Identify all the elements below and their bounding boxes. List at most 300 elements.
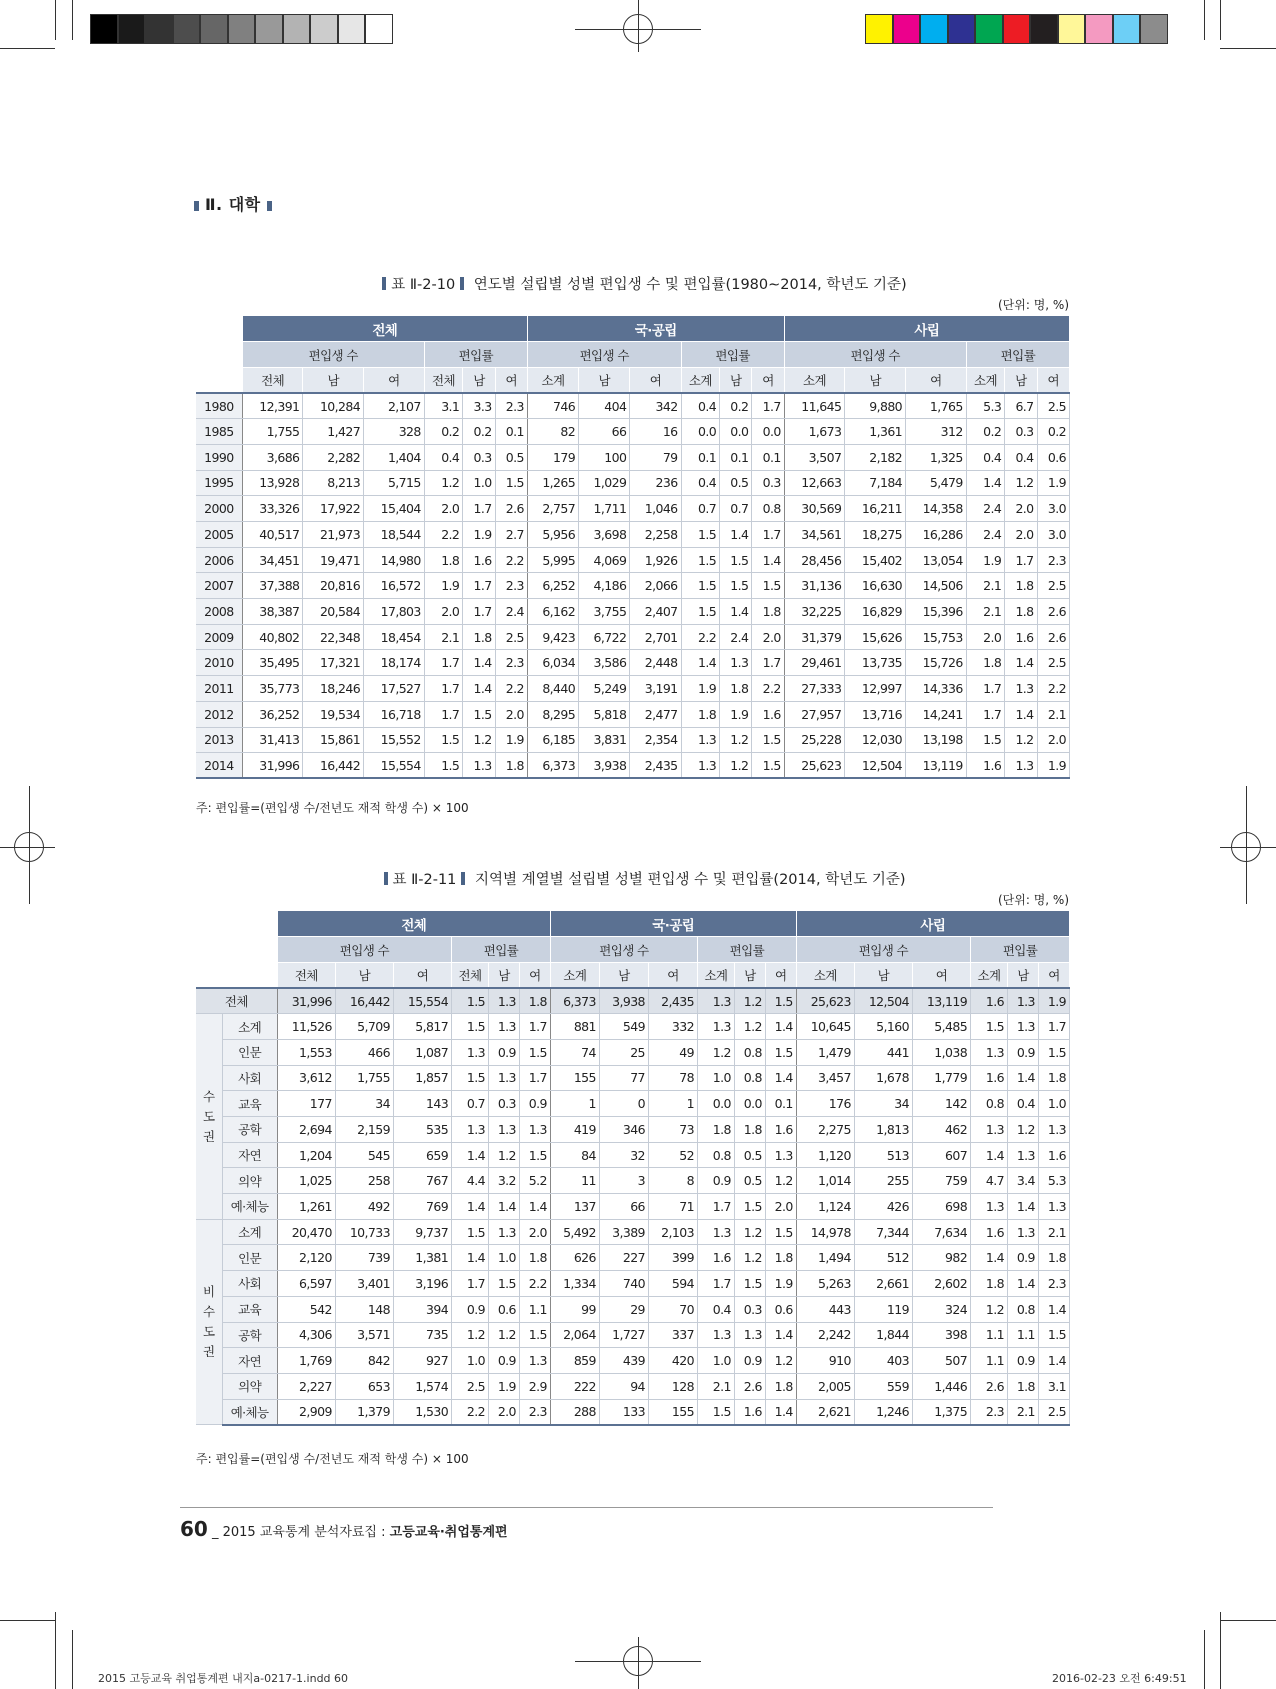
table-cell: 4,186	[579, 573, 630, 599]
table-cell: 2.0	[424, 599, 463, 625]
table-cell: 1,124	[796, 1194, 854, 1220]
table-cell: 1.6	[971, 1219, 1008, 1245]
table-cell: 2,282	[303, 444, 364, 470]
table-cell: 0.9	[697, 1168, 734, 1194]
table-cell: 542	[277, 1296, 335, 1322]
table-cell: 1.7	[463, 599, 495, 625]
bar-icon	[461, 872, 465, 885]
table-cell: 1.3	[765, 1142, 796, 1168]
table1-title: 표 Ⅱ-2-10 연도별 설립별 성별 편입생 수 및 편입률(1980∼2014, 학년도 기준)	[292, 273, 992, 294]
table-cell: 28,456	[784, 547, 845, 573]
year-cell: 2007	[196, 573, 242, 599]
table-cell: 3.1	[424, 393, 463, 419]
table-cell: 2.3	[1038, 1271, 1069, 1297]
table-cell: 1.4	[720, 522, 752, 548]
table-row	[196, 444, 1070, 470]
table-cell: 31,413	[242, 727, 303, 753]
table-cell: 38,387	[242, 599, 303, 625]
table-cell: 2.0	[519, 1219, 550, 1245]
table-cell: 1.2	[971, 1296, 1008, 1322]
table-cell: 1.8	[966, 650, 1005, 676]
table-cell: 0.8	[971, 1091, 1008, 1117]
table-cell: 1,479	[796, 1039, 854, 1065]
table-cell: 2,064	[550, 1322, 599, 1348]
table-cell: 1.8	[734, 1117, 765, 1143]
table-cell: 3,612	[277, 1065, 335, 1091]
table-cell: 34,451	[242, 547, 303, 573]
table-cell: 1,246	[854, 1399, 912, 1425]
table-cell: 70	[648, 1296, 697, 1322]
table-row	[196, 599, 1070, 625]
table-body	[196, 988, 1070, 1425]
table-cell: 1,494	[796, 1245, 854, 1271]
table-cell: 1.9	[495, 727, 527, 753]
table-cell: 1.5	[765, 1219, 796, 1245]
section-label	[194, 192, 278, 215]
subgroup-header: 편입률	[697, 937, 796, 963]
table-cell: 5,995	[527, 547, 578, 573]
table-cell: 842	[335, 1348, 393, 1374]
table-cell: 1.4	[765, 1014, 796, 1040]
table-cell: 399	[648, 1245, 697, 1271]
header-row	[196, 316, 1070, 342]
registration-mark	[29, 786, 30, 904]
table-cell: 2.0	[966, 624, 1005, 650]
table-cell: 1,553	[277, 1039, 335, 1065]
table-cell: 84	[550, 1142, 599, 1168]
table-cell: 17,922	[303, 496, 364, 522]
column-header: 남	[579, 367, 630, 393]
table-cell: 1.3	[488, 1117, 519, 1143]
table-cell: 15,554	[364, 753, 425, 779]
section-title: Ⅱ. 대학	[205, 195, 261, 214]
column-header: 소계	[681, 367, 720, 393]
table-cell: 4.4	[452, 1168, 489, 1194]
table-cell: 40,802	[242, 624, 303, 650]
table-cell: 2.1	[1007, 1399, 1038, 1425]
table-cell: 1.8	[1005, 599, 1037, 625]
table-cell: 1.8	[1038, 1065, 1069, 1091]
color-swatch	[365, 14, 393, 44]
table-row	[196, 573, 1070, 599]
table-cell: 0.1	[681, 444, 720, 470]
table-cell: 119	[854, 1296, 912, 1322]
table-cell: 3,196	[393, 1271, 451, 1297]
table-cell: 18,246	[303, 676, 364, 702]
table-cell: 27,957	[784, 701, 845, 727]
table-cell: 1.4	[1038, 1296, 1069, 1322]
table2	[196, 911, 1070, 1426]
table-cell: 1.0	[463, 470, 495, 496]
crop-mark	[1220, 1620, 1276, 1621]
table-cell: 492	[335, 1194, 393, 1220]
table-cell: 1.5	[452, 1219, 489, 1245]
table-cell: 2.0	[488, 1399, 519, 1425]
color-swatch	[1058, 14, 1086, 44]
table-cell: 1.2	[734, 1245, 765, 1271]
table-cell: 2,258	[630, 522, 681, 548]
table-cell: 1.8	[1007, 1373, 1038, 1399]
year-cell: 1980	[196, 393, 242, 419]
table-cell: 1.2	[1005, 470, 1037, 496]
table-cell: 1,120	[796, 1142, 854, 1168]
table-cell: 1.8	[765, 1373, 796, 1399]
table-cell: 1.3	[697, 1322, 734, 1348]
column-header: 소계	[784, 367, 845, 393]
bar-icon	[460, 277, 464, 290]
table-cell: 2.0	[495, 701, 527, 727]
table-cell: 3,457	[796, 1065, 854, 1091]
table-cell: 13,928	[242, 470, 303, 496]
table-cell: 0.3	[752, 470, 784, 496]
table-cell: 2.6	[1037, 624, 1069, 650]
table-cell: 1.4	[971, 1142, 1008, 1168]
table-cell: 1.3	[681, 727, 720, 753]
table-cell: 439	[599, 1348, 648, 1374]
table-cell: 12,504	[845, 753, 906, 779]
table-cell: 133	[599, 1399, 648, 1425]
table-cell: 1.2	[765, 1348, 796, 1374]
table-cell: 1.6	[697, 1245, 734, 1271]
table-cell: 1.7	[452, 1271, 489, 1297]
field-label: 인문	[222, 1039, 277, 1065]
table-cell: 881	[550, 1014, 599, 1040]
table-cell: 1.9	[463, 522, 495, 548]
field-label: 의약	[222, 1373, 277, 1399]
table-cell: 7,634	[912, 1219, 970, 1245]
table-cell: 29,461	[784, 650, 845, 676]
table-cell: 1,204	[277, 1142, 335, 1168]
table-cell: 337	[648, 1322, 697, 1348]
table-cell: 1.1	[971, 1322, 1008, 1348]
table-cell: 607	[912, 1142, 970, 1168]
table-cell: 9,737	[393, 1219, 451, 1245]
color-swatch	[893, 14, 921, 44]
table-cell: 1.1	[971, 1348, 1008, 1374]
table-cell: 1.0	[697, 1348, 734, 1374]
table-cell: 2.1	[966, 573, 1005, 599]
color-swatch	[173, 14, 201, 44]
table-cell: 17,321	[303, 650, 364, 676]
table-cell: 32,225	[784, 599, 845, 625]
table-cell: 1.7	[424, 650, 463, 676]
table-cell: 0.4	[424, 444, 463, 470]
table-row	[196, 1348, 1070, 1374]
table-row	[196, 1039, 1070, 1065]
table-cell: 15,404	[364, 496, 425, 522]
table-cell: 1.7	[1005, 547, 1037, 573]
table-cell: 1.3	[452, 1117, 489, 1143]
table-cell: 2.6	[734, 1373, 765, 1399]
table-cell: 34,561	[784, 522, 845, 548]
column-header: 전체	[452, 962, 489, 988]
table-cell: 177	[277, 1091, 335, 1117]
table-cell: 1.8	[1038, 1245, 1069, 1271]
table-cell: 910	[796, 1348, 854, 1374]
crop-mark	[72, 0, 73, 40]
table-cell: 2.4	[495, 599, 527, 625]
table-cell: 2.5	[1037, 573, 1069, 599]
table-cell: 25	[599, 1039, 648, 1065]
table-cell: 2.3	[495, 393, 527, 419]
table-cell: 20,584	[303, 599, 364, 625]
table-cell: 1.0	[697, 1065, 734, 1091]
registration-mark	[0, 847, 55, 848]
field-label: 소계	[222, 1014, 277, 1040]
table-cell: 441	[854, 1039, 912, 1065]
table-cell: 0.7	[720, 496, 752, 522]
table-cell: 2.0	[1037, 727, 1069, 753]
registration-mark	[638, 0, 639, 52]
table-cell: 2.3	[519, 1399, 550, 1425]
table-row	[196, 701, 1070, 727]
footer-rule	[180, 1507, 993, 1508]
table-cell: 1,379	[335, 1399, 393, 1425]
table-cell: 1.6	[463, 547, 495, 573]
table-cell: 698	[912, 1194, 970, 1220]
table-cell: 34	[854, 1091, 912, 1117]
table-cell: 18,275	[845, 522, 906, 548]
table-cell: 0.3	[463, 444, 495, 470]
table-cell: 0.5	[734, 1168, 765, 1194]
table-cell: 1,446	[912, 1373, 970, 1399]
table-cell: 1.4	[1005, 650, 1037, 676]
table-cell: 32	[599, 1142, 648, 1168]
table-cell: 0.0	[697, 1091, 734, 1117]
table-cell: 155	[648, 1399, 697, 1425]
table-cell: 2,909	[277, 1399, 335, 1425]
crop-mark	[1220, 1612, 1221, 1689]
table-cell: 2.3	[1037, 547, 1069, 573]
column-header: 전체	[242, 367, 303, 393]
table-cell: 2.5	[495, 624, 527, 650]
table-cell: 18,544	[364, 522, 425, 548]
color-swatch	[1030, 14, 1058, 44]
table-cell: 507	[912, 1348, 970, 1374]
group-header: 사립	[796, 911, 1069, 937]
table-cell: 1.2	[734, 988, 765, 1014]
table-cell: 404	[579, 393, 630, 419]
table-row	[196, 1065, 1070, 1091]
table-cell: 1.8	[765, 1245, 796, 1271]
table-cell: 1,769	[277, 1348, 335, 1374]
table-cell: 1.2	[488, 1142, 519, 1168]
table-cell: 420	[648, 1348, 697, 1374]
table-cell: 19,534	[303, 701, 364, 727]
table-cell: 2.5	[452, 1373, 489, 1399]
table-cell: 15,396	[906, 599, 967, 625]
table-cell: 15,554	[393, 988, 451, 1014]
table-cell: 2.2	[495, 547, 527, 573]
table-cell: 2,242	[796, 1322, 854, 1348]
table-cell: 1,574	[393, 1373, 451, 1399]
table-cell: 1.3	[519, 1117, 550, 1143]
table-cell: 1,046	[630, 496, 681, 522]
column-header: 여	[630, 367, 681, 393]
column-header: 여	[495, 367, 527, 393]
field-label: 예·체능	[222, 1399, 277, 1425]
table-cell: 1.6	[1038, 1142, 1069, 1168]
table-cell: 403	[854, 1348, 912, 1374]
table-cell: 2.1	[697, 1373, 734, 1399]
table-cell: 1.3	[1005, 676, 1037, 702]
table-cell: 1.5	[452, 1014, 489, 1040]
table-cell: 1.0	[452, 1348, 489, 1374]
table-cell: 6,162	[527, 599, 578, 625]
table-cell: 1.5	[681, 522, 720, 548]
table-cell: 1.7	[424, 676, 463, 702]
table-cell: 1.3	[1007, 1219, 1038, 1245]
table-cell: 0.0	[752, 419, 784, 445]
field-label: 자연	[222, 1348, 277, 1374]
table-cell: 1,025	[277, 1168, 335, 1194]
table-cell: 2.1	[1037, 701, 1069, 727]
header-corner	[196, 911, 277, 937]
table-cell: 1.4	[765, 1322, 796, 1348]
table-cell: 0.4	[697, 1296, 734, 1322]
color-swatch	[118, 14, 146, 44]
table-cell: 1,014	[796, 1168, 854, 1194]
header-corner	[196, 316, 242, 342]
table-cell: 10,284	[303, 393, 364, 419]
table-cell: 1.8	[752, 599, 784, 625]
table-cell: 1.5	[681, 547, 720, 573]
table-cell: 394	[393, 1296, 451, 1322]
table-cell: 513	[854, 1142, 912, 1168]
group-header: 전체	[277, 911, 550, 937]
table-row	[196, 419, 1070, 445]
table-cell: 49	[648, 1039, 697, 1065]
table-cell: 1.3	[971, 1117, 1008, 1143]
table-cell: 3,755	[579, 599, 630, 625]
table-cell: 13,119	[906, 753, 967, 779]
column-header: 소계	[966, 367, 1005, 393]
table-cell: 2.7	[495, 522, 527, 548]
table-cell: 15,753	[906, 624, 967, 650]
year-cell: 1995	[196, 470, 242, 496]
table-cell: 2,354	[630, 727, 681, 753]
table-cell: 419	[550, 1117, 599, 1143]
column-header: 여	[519, 962, 550, 988]
table-cell: 342	[630, 393, 681, 419]
field-label: 교육	[222, 1296, 277, 1322]
table-cell: 16,718	[364, 701, 425, 727]
table-cell: 1.9	[1038, 988, 1069, 1014]
table-cell: 1,844	[854, 1322, 912, 1348]
table-cell: 1.2	[697, 1039, 734, 1065]
field-label: 예·체능	[222, 1194, 277, 1220]
header-corner	[196, 937, 277, 963]
table-cell: 1.4	[1007, 1194, 1038, 1220]
color-swatch	[255, 14, 283, 44]
table-cell: 30,569	[784, 496, 845, 522]
table-cell: 1.4	[452, 1142, 489, 1168]
table-cell: 1,087	[393, 1039, 451, 1065]
table-cell: 3.1	[1038, 1373, 1069, 1399]
table-cell: 288	[550, 1399, 599, 1425]
color-swatch	[1003, 14, 1031, 44]
table-cell: 16,829	[845, 599, 906, 625]
table-cell: 0.2	[463, 419, 495, 445]
table-cell: 14,506	[906, 573, 967, 599]
table-cell: 1,381	[393, 1245, 451, 1271]
table-cell: 18,174	[364, 650, 425, 676]
table-cell: 94	[599, 1373, 648, 1399]
table-cell: 1.6	[1005, 624, 1037, 650]
table-cell: 2,694	[277, 1117, 335, 1143]
table-cell: 1.7	[752, 522, 784, 548]
table-cell: 1.5	[463, 701, 495, 727]
column-header: 남	[463, 367, 495, 393]
table-cell: 2.6	[495, 496, 527, 522]
table-cell: 11,645	[784, 393, 845, 419]
table-cell: 2.3	[971, 1399, 1008, 1425]
table-cell: 1,530	[393, 1399, 451, 1425]
header-corner	[196, 342, 242, 368]
table-cell: 1.5	[752, 753, 784, 779]
table-cell: 1.4	[452, 1194, 489, 1220]
table-cell: 5.2	[519, 1168, 550, 1194]
table-row	[196, 393, 1070, 419]
table-cell: 1.8	[720, 676, 752, 702]
table-cell: 1,261	[277, 1194, 335, 1220]
table-cell: 3.3	[463, 393, 495, 419]
table-cell: 52	[648, 1142, 697, 1168]
total-row	[196, 988, 1070, 1014]
table-cell: 0.3	[734, 1296, 765, 1322]
table-cell: 1,678	[854, 1065, 912, 1091]
table-cell: 12,391	[242, 393, 303, 419]
table-cell: 0.4	[681, 470, 720, 496]
table-cell: 3,586	[579, 650, 630, 676]
table-cell: 10,645	[796, 1014, 854, 1040]
table-cell: 1.5	[765, 988, 796, 1014]
column-header: 여	[765, 962, 796, 988]
page-footer	[180, 1517, 508, 1541]
header-row	[196, 962, 1070, 988]
table-cell: 8,213	[303, 470, 364, 496]
table-cell: 1.5	[720, 547, 752, 573]
header-row	[196, 342, 1070, 368]
table-cell: 16,211	[845, 496, 906, 522]
table-row	[196, 1296, 1070, 1322]
table-cell: 0.4	[966, 444, 1005, 470]
table-cell: 74	[550, 1039, 599, 1065]
table-cell: 1	[648, 1091, 697, 1117]
table-cell: 1.2	[765, 1168, 796, 1194]
field-label: 인문	[222, 1245, 277, 1271]
table-cell: 1.4	[452, 1245, 489, 1271]
table-cell: 8,440	[527, 676, 578, 702]
table-cell: 1.5	[697, 1399, 734, 1425]
table-cell: 559	[854, 1373, 912, 1399]
table-row	[196, 547, 1070, 573]
table-cell: 0.6	[765, 1296, 796, 1322]
table-cell: 1,265	[527, 470, 578, 496]
table-cell: 6,373	[527, 753, 578, 779]
table-cell: 2.0	[765, 1194, 796, 1220]
table-cell: 346	[599, 1117, 648, 1143]
table-cell: 1.8	[495, 753, 527, 779]
table-cell: 1,711	[579, 496, 630, 522]
table-cell: 426	[854, 1194, 912, 1220]
table-cell: 0.8	[734, 1065, 765, 1091]
table-cell: 31,996	[242, 753, 303, 779]
table-cell: 11,526	[277, 1014, 335, 1040]
table-cell: 462	[912, 1117, 970, 1143]
table-cell: 5,715	[364, 470, 425, 496]
table-cell: 653	[335, 1373, 393, 1399]
